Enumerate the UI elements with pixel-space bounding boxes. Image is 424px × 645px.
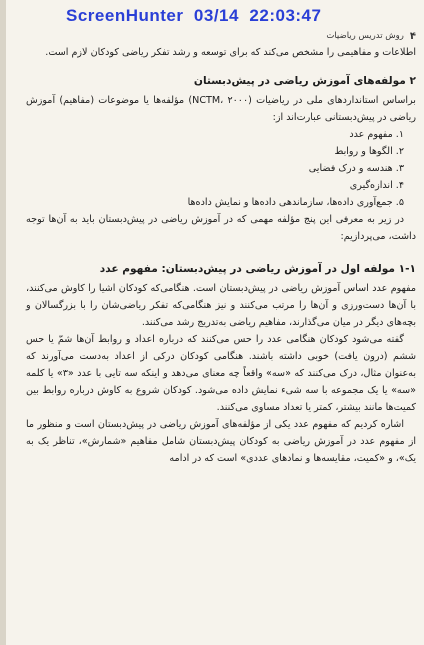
subsection-paragraph-2: گفته می‌شود کودکان هنگامی عدد را حس می‌کنند که درباره اعداد و روابط آن‌ها شمّ یا حس ششم (درون یافت) خوبی داشته باشند. هنگامی کودکان درکی از اعداد به‌دست می‌آورند که به‌عنوان مثال، درک می‌کنند که «سه» واقعاً چه معنای می‌دهد و اینکه سه تایی با عدد «۳» یا کلمه «سه» یا یک مجموعه با سه شیء نمایش داده می‌شود. کودکان شروع به کاوش درباره روابط بین کمیت‌ها مانند بیشتر، کمتر یا تعداد مساوی می‌کنند. (26, 334, 416, 413)
section-heading: ۲ مولفه‌های آموزش ریاضی در پیش‌دبستان (193, 75, 416, 87)
list-item: ۱. مفهوم عدد (349, 129, 404, 140)
page-number: ۴ (409, 30, 416, 42)
screenhunter-timestamp: ScreenHunter 03/14 22:03:47 (66, 6, 322, 25)
intro-paragraph: اطلاعات و مفاهیمی را مشخص می‌کند که برای توسعه و رشد تفکر ریاضی کودکان لازم است. (45, 47, 416, 58)
list-item: ۲. الگوها و روابط (334, 146, 404, 157)
subsection-paragraph-3: اشاره کردیم که مفهوم عدد یکی از مؤلفه‌های آموزش ریاضی در پیش‌دبستان است و منظور ما از مفهوم عدد در آموزش ریاضی به کودکان پیش‌دبستان شامل مفاهیم «شمارش»، تناظر یک به یک»، و «کمیت، مقایسه‌ها و نمادهای عددی» است که در ادامه (26, 419, 416, 464)
page-content (26, 28, 416, 467)
component-list (26, 126, 416, 211)
section-closing: در زیر به معرفی این پنج مؤلفه مهمی که در آموزش ریاضی در پیش‌دبستان باید به آن‌ها توجه داشت، می‌پردازیم: (26, 214, 416, 242)
running-header (26, 28, 416, 44)
list-item: ۵. جمع‌آوری داده‌ها، سازماندهی داده‌ها و نمایش داده‌ها (187, 197, 404, 208)
running-title: روش تدریس ریاضیات (326, 30, 404, 41)
subsection-heading: ۱-۱ مولفه اول در آموزش ریاضی در پیش‌دبستان: مفهوم عدد (99, 263, 416, 275)
list-item: ۳. هندسه و درک فضایی (308, 163, 404, 174)
section-lead: براساس استانداردهای ملی در ریاضیات (NCTM، ۲۰۰۰) مؤلفه‌ها یا موضوعات (مفاهیم) آموزش ریاضی در پیش‌دبستانی عبارت‌اند از: (26, 95, 416, 123)
subsection-paragraph-1: مفهوم عدد اساس آموزش ریاضی در پیش‌دبستان است. هنگامی‌که کودکان اشیا را کاوش می‌کنند، با آن‌ها دست‌ورزی و آن‌ها را مرتب می‌کنند و نیز هنگامی‌که تفکر ریاضی‌شان را با بزرگسالان و بچه‌های دیگر در میان می‌گذارند، مفاهیم ریاضی به‌تدریج رشد می‌کنند. (26, 283, 416, 328)
list-item: ۴. اندازه‌گیری (349, 180, 404, 191)
